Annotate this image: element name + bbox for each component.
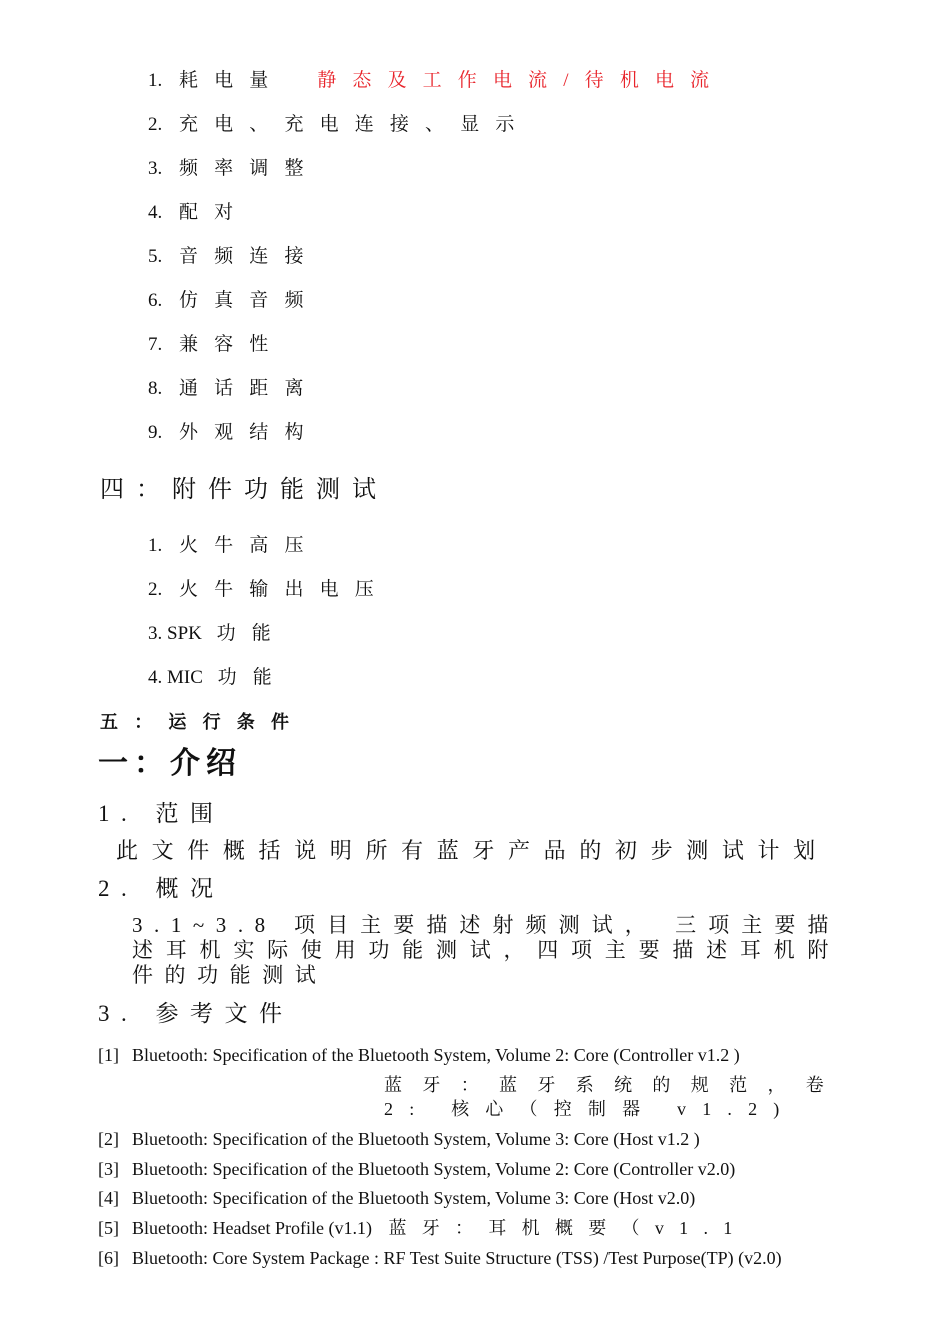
reference-item bbox=[98, 1249, 782, 1267]
list-item bbox=[148, 668, 288, 687]
overview-heading: 2. 概况 bbox=[98, 876, 225, 901]
overview-text: 3.1~3.8 项目主要描述射频测试， 三项主要描述耳机实际使用功能测试，四项主要描述耳机附件的功能测试 bbox=[132, 913, 840, 987]
reference-text: Bluetooth: Core System Package : RF Test Suite Structure (TSS) /Test Purpose(TP) (v2.0) bbox=[132, 1248, 782, 1268]
item-number: 2. bbox=[148, 114, 163, 135]
references-heading: 3. 参考文件 bbox=[98, 1001, 294, 1026]
list-item bbox=[148, 335, 284, 354]
item-label: 功能 bbox=[217, 667, 288, 688]
reference-number: [1] bbox=[98, 1045, 119, 1065]
item-number: 1. bbox=[148, 70, 163, 91]
reference-translation: 蓝牙：蓝牙系统的规范，卷 2: 核心（控制器 v1.2) bbox=[384, 1075, 840, 1119]
list-item bbox=[148, 580, 390, 599]
list-item bbox=[148, 71, 725, 90]
item-label: 充电、充电连接、显示 bbox=[179, 114, 531, 135]
item-label: 兼容性 bbox=[179, 334, 285, 355]
item-label: 外观结构 bbox=[179, 422, 320, 443]
reference-number: [2] bbox=[98, 1129, 119, 1149]
item-label: 耗电量 bbox=[179, 70, 285, 91]
reference-item bbox=[98, 1189, 695, 1207]
item-number: 9. bbox=[148, 422, 163, 443]
section4-heading: 四：附件功能测试 bbox=[100, 477, 388, 503]
item-number: 6. bbox=[148, 290, 163, 311]
item-label: 音频连接 bbox=[179, 246, 320, 267]
item-note: 静态及工作电流/待机电流 bbox=[317, 70, 726, 91]
item-number: 2. bbox=[148, 579, 163, 600]
reference-item bbox=[98, 1160, 735, 1178]
item-label: 功能 bbox=[216, 623, 287, 644]
item-number: 8. bbox=[148, 378, 163, 399]
list-item bbox=[148, 115, 531, 134]
reference-text: Bluetooth: Specification of the Bluetooth System, Volume 3: Core (Host v1.2 ) bbox=[132, 1129, 700, 1149]
section5-heading: 五：运行条件 bbox=[100, 712, 306, 732]
reference-number: [3] bbox=[98, 1159, 119, 1179]
item-number: 7. bbox=[148, 334, 163, 355]
reference-text: Bluetooth: Specification of the Bluetooth System, Volume 2: Core (Controller v1.2 ) bbox=[132, 1045, 740, 1065]
reference-item bbox=[98, 1130, 700, 1148]
item-label: 频率调整 bbox=[179, 158, 320, 179]
reference-translation: 蓝牙：耳机概要（v1.1 bbox=[388, 1218, 748, 1238]
list-item bbox=[148, 247, 320, 266]
item-label: 通话距离 bbox=[179, 378, 320, 399]
item-number: 3. bbox=[148, 158, 163, 179]
reference-text: Bluetooth: Specification of the Bluetooth System, Volume 3: Core (Host v2.0) bbox=[132, 1188, 696, 1208]
reference-number: [5] bbox=[98, 1218, 119, 1238]
reference-item bbox=[98, 1219, 748, 1237]
scope-heading: 1. 范围 bbox=[98, 801, 225, 826]
list-item bbox=[148, 624, 287, 643]
item-label: 仿真音频 bbox=[179, 290, 320, 311]
reference-number: [6] bbox=[98, 1248, 119, 1268]
reference-text: Bluetooth: Specification of the Bluetooth System, Volume 2: Core (Controller v2.0) bbox=[132, 1159, 736, 1179]
list-item bbox=[148, 379, 320, 398]
item-number: 5. bbox=[148, 246, 163, 267]
reference-text: Bluetooth: Headset Profile (v1.1) bbox=[132, 1218, 372, 1238]
item-number: 3. SPK bbox=[148, 623, 202, 644]
item-number: 4. bbox=[148, 202, 163, 223]
reference-item bbox=[98, 1046, 740, 1064]
item-label: 配对 bbox=[179, 202, 250, 223]
item-label: 火牛高压 bbox=[179, 535, 320, 556]
list-item bbox=[148, 159, 320, 178]
reference-number: [4] bbox=[98, 1188, 119, 1208]
list-item bbox=[148, 203, 249, 222]
item-number: 1. bbox=[148, 535, 163, 556]
list-item bbox=[148, 536, 320, 555]
scope-text: 此文件概括说明所有蓝牙产品的初步测试计划 bbox=[116, 838, 829, 863]
section1-heading: 一：介绍 bbox=[98, 747, 242, 780]
list-item bbox=[148, 423, 320, 442]
list-item bbox=[148, 291, 320, 310]
item-number: 4. MIC bbox=[148, 667, 203, 688]
item-label: 火牛输出电压 bbox=[179, 579, 390, 600]
